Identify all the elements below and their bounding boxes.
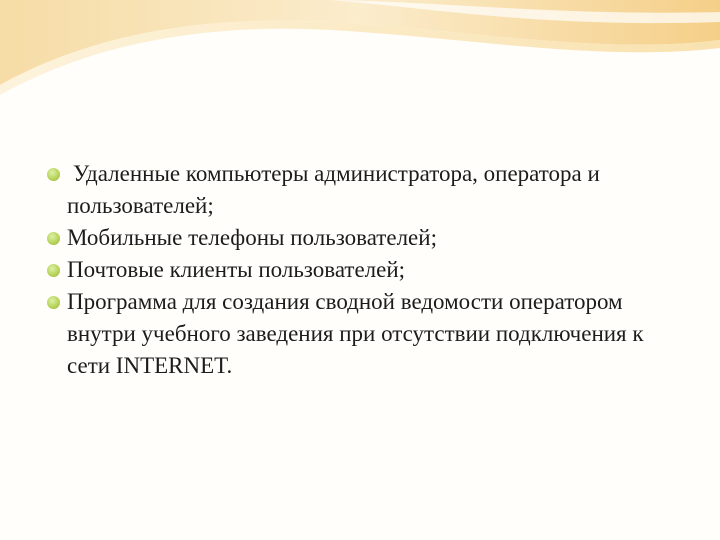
bullet-icon bbox=[47, 168, 60, 181]
bullet-list bbox=[47, 158, 687, 382]
bullet-icon bbox=[47, 264, 60, 277]
bullet-icon bbox=[47, 296, 60, 309]
list-item bbox=[47, 158, 687, 222]
list-item-text: Программа для создания сводной ведомости оператором внутри учебного заведения при отсутствии подключения к сети INTERNET. bbox=[67, 289, 644, 378]
list-item-text: Мобильные телефоны пользователей; bbox=[67, 225, 437, 250]
list-item bbox=[47, 286, 687, 382]
list-item bbox=[47, 254, 687, 286]
list-item-text: Почтовые клиенты пользователей; bbox=[67, 257, 406, 282]
list-item bbox=[47, 222, 687, 254]
bullet-icon bbox=[47, 232, 60, 245]
list-item-text: Удаленные компьютеры администратора, оператора и пользователей; bbox=[67, 161, 600, 218]
header-wave-decoration bbox=[0, 0, 720, 110]
